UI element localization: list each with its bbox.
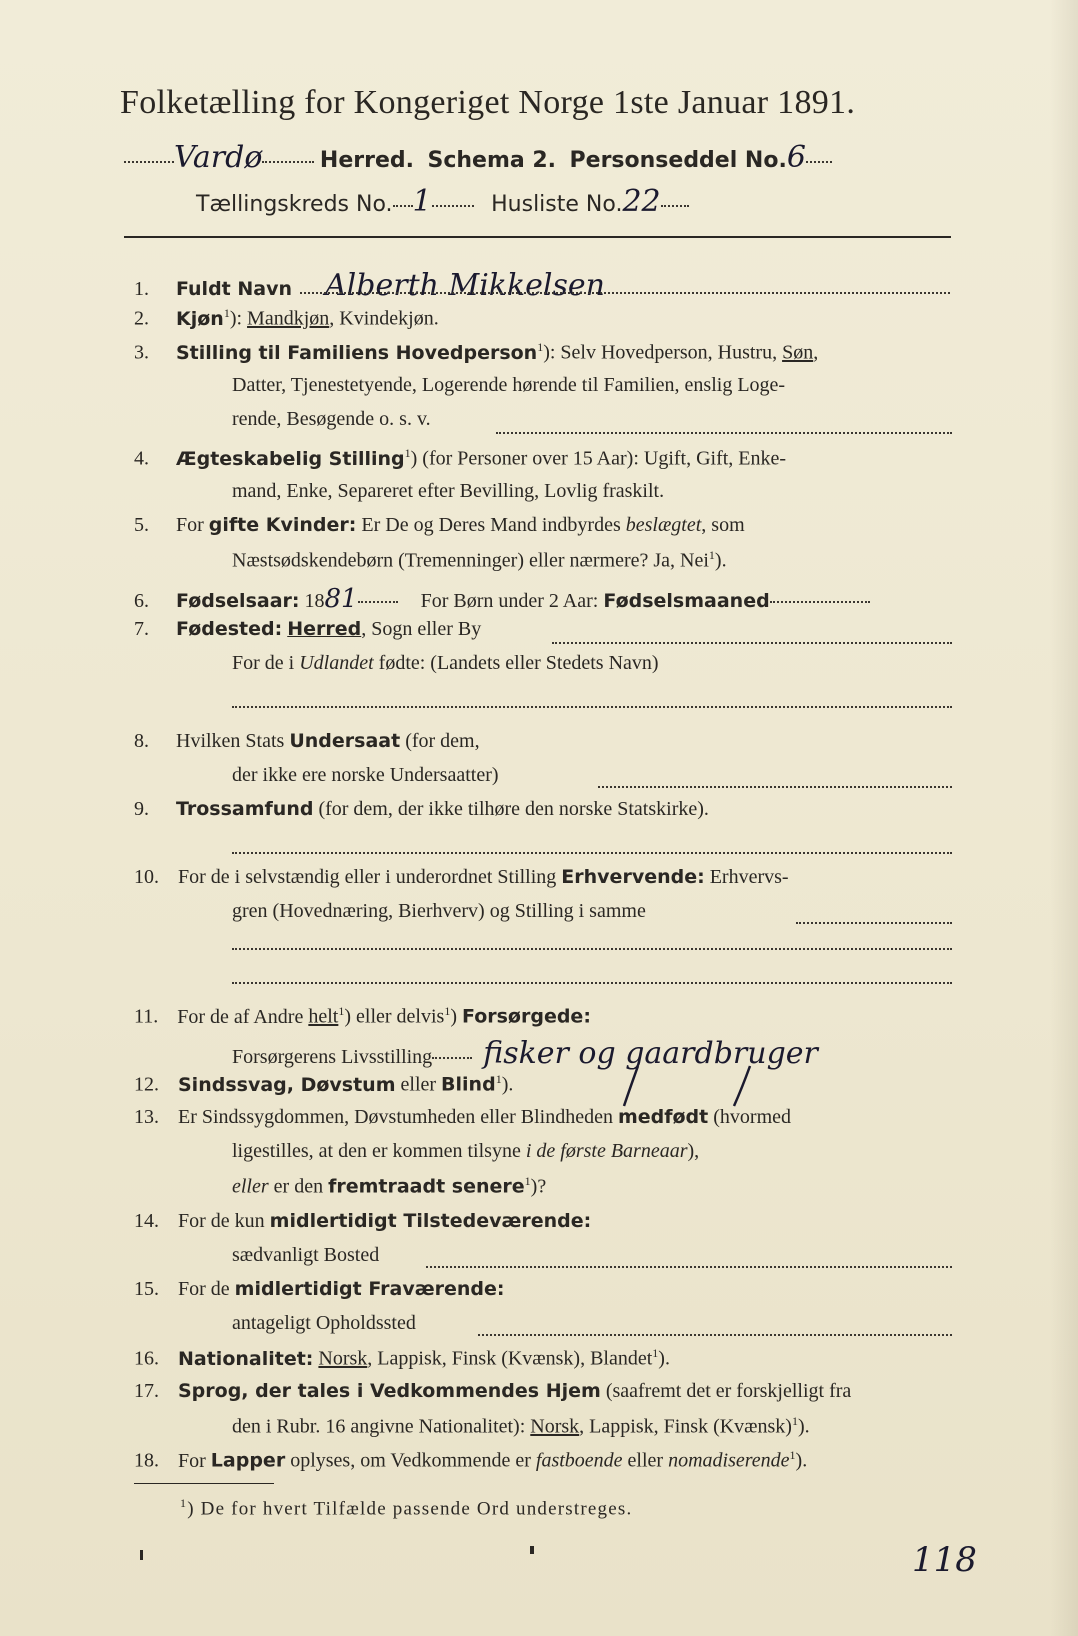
q14-label: midlertidigt Tilstedeværende: bbox=[269, 1210, 592, 1232]
q10-row bbox=[134, 866, 789, 889]
q9-label: Trossamfund bbox=[176, 798, 314, 820]
q12-end: ). bbox=[501, 1073, 514, 1096]
q5-row bbox=[134, 514, 745, 537]
q9-text: (for dem, der ikke tilhøre den norske Statskirke). bbox=[318, 798, 709, 820]
q13-line2-a: ligestilles, at den er kommen tilsyne bbox=[232, 1140, 521, 1162]
q1-num: 1. bbox=[134, 278, 149, 300]
ditto-marks bbox=[600, 1060, 800, 1110]
q18-num: 18. bbox=[134, 1449, 159, 1472]
q5-line2: Næstsødskendebørn (Tremenninger) eller nærmere? Ja, Nei bbox=[232, 549, 709, 572]
q11-line1-b: ) eller delvis bbox=[344, 1005, 445, 1028]
q4-row bbox=[134, 446, 786, 471]
q6-label: Fødselsaar: bbox=[176, 590, 300, 612]
kreds-label: Tællingskreds No. bbox=[196, 192, 393, 217]
q17-line2-b: , Lappisk, Finsk (Kvænsk) bbox=[579, 1415, 792, 1438]
q12-label2: Blind bbox=[441, 1073, 496, 1096]
q7-dotline-2 bbox=[232, 706, 952, 708]
q13-barneaar: i de første Barneaar bbox=[525, 1140, 688, 1162]
speck bbox=[530, 1546, 534, 1554]
q15-line2: antageligt Opholdssted bbox=[232, 1312, 416, 1334]
q11-value: fisker og gaardbruger bbox=[483, 1036, 818, 1071]
q7-line2-b: fødte: (Landets eller Stedets Navn) bbox=[378, 652, 659, 674]
q3-option-son: Søn bbox=[782, 341, 814, 364]
q13-line3-b: )? bbox=[530, 1175, 547, 1198]
q4-line2: mand, Enke, Separeret efter Bevilling, Lovlig fraskilt. bbox=[232, 480, 665, 502]
header-rule bbox=[124, 236, 951, 238]
q17-line2-end: ). bbox=[797, 1415, 810, 1438]
q16-text: , Lappisk, Finsk (Kvænsk), Blandet bbox=[367, 1347, 653, 1370]
q18-line1-c: eller bbox=[627, 1449, 664, 1472]
q6-text: For Børn under 2 Aar: bbox=[420, 590, 599, 612]
personseddel-label: Personseddel No. bbox=[569, 148, 787, 173]
q8-num: 8. bbox=[134, 730, 149, 752]
q5-label: gifte Kvinder: bbox=[208, 514, 357, 536]
q10-dotline bbox=[796, 922, 952, 924]
q16-label: Nationalitet: bbox=[178, 1347, 314, 1370]
q11-sup-2: 1 bbox=[444, 1004, 451, 1018]
husliste-label: Husliste No. bbox=[491, 192, 623, 217]
q1-dotline bbox=[300, 292, 950, 294]
q10-label: Erhvervende: bbox=[561, 866, 705, 888]
corner-note: 118 bbox=[912, 1540, 977, 1580]
q11-line1-a: For de af Andre bbox=[177, 1005, 304, 1028]
personseddel-value: 6 bbox=[786, 140, 806, 175]
q18-fastboende: fastboende bbox=[535, 1449, 623, 1472]
q9-num: 9. bbox=[134, 798, 149, 820]
q17-line2-a: den i Rubr. 16 angivne Nationalitet): bbox=[232, 1415, 526, 1438]
q2-label: Kjøn bbox=[176, 307, 224, 330]
q12-sup: 1 bbox=[495, 1072, 502, 1086]
q16-sup: 1 bbox=[652, 1346, 659, 1360]
q1-label: Fuldt Navn bbox=[176, 278, 293, 300]
q13-line1-a: Er Sindssygdommen, Døvstumheden eller Blindheden bbox=[178, 1106, 613, 1128]
q5-beslaegtet: beslægtet bbox=[625, 514, 702, 536]
q3-line2: Datter, Tjenestetyende, Logerende hørende til Familien, enslig Loge- bbox=[232, 374, 786, 396]
footnote-sup: 1 bbox=[180, 1496, 188, 1510]
q15-dotline bbox=[478, 1334, 952, 1336]
speck bbox=[140, 1550, 143, 1560]
q2-row bbox=[134, 306, 439, 331]
herred-label: Herred. bbox=[319, 148, 414, 173]
q6-prefix: 18 bbox=[304, 590, 325, 612]
q11-row bbox=[134, 1004, 591, 1029]
q6-label2: Fødselsmaaned bbox=[603, 590, 770, 612]
q3-sup: 1 bbox=[537, 340, 544, 354]
q9-row bbox=[134, 798, 709, 821]
q17-sup: 1 bbox=[791, 1414, 798, 1428]
q2-num: 2. bbox=[134, 307, 149, 330]
q14-num: 14. bbox=[134, 1210, 159, 1232]
husliste-value: 22 bbox=[622, 184, 661, 219]
q18-nomadiserende: nomadiserende bbox=[668, 1449, 790, 1472]
q5-text-a: For bbox=[176, 514, 204, 536]
q14-row bbox=[134, 1210, 591, 1233]
schema-label: Schema 2. bbox=[427, 148, 557, 173]
q2-text-b: , Kvindekjøn. bbox=[329, 307, 439, 330]
paper-edge-shadow bbox=[1050, 0, 1078, 1636]
q14-line1-a: For de kun bbox=[178, 1210, 265, 1232]
q14-dotline bbox=[426, 1266, 952, 1268]
q13-label2: fremtraadt senere bbox=[328, 1175, 525, 1198]
q8-dotline bbox=[598, 786, 952, 788]
q12-num: 12. bbox=[134, 1073, 159, 1096]
q10-dotline-3 bbox=[232, 982, 952, 984]
q5-line2-end: ). bbox=[714, 549, 727, 572]
q13-line1-b: (hvormed bbox=[713, 1106, 792, 1128]
q13-line3-a: er den bbox=[273, 1175, 324, 1198]
herred-line bbox=[124, 140, 832, 175]
q18-end: ). bbox=[795, 1449, 808, 1472]
q15-num: 15. bbox=[134, 1278, 159, 1300]
q17-line1-b: (saafremt det er forskjelligt fra bbox=[605, 1380, 852, 1402]
q16-end: ). bbox=[658, 1347, 670, 1370]
q10-line2: gren (Hovednæring, Bierhverv) og Stilling i samme bbox=[232, 900, 646, 922]
q16-row bbox=[134, 1346, 670, 1371]
q6-row bbox=[134, 584, 870, 614]
footnote-text: ) De for hvert Tilfælde passende Ord understreges. bbox=[187, 1498, 633, 1520]
q13-row bbox=[134, 1106, 791, 1129]
q11-line1-c: ) bbox=[450, 1005, 457, 1028]
q8-row bbox=[134, 730, 480, 753]
q8-label: Undersaat bbox=[289, 730, 401, 752]
q7-line2-row bbox=[232, 652, 659, 675]
q17-label: Sprog, der tales i Vedkommendes Hjem bbox=[178, 1380, 601, 1402]
q13-eller: eller bbox=[232, 1175, 269, 1198]
q18-row bbox=[134, 1448, 807, 1473]
q11-option-helt: helt bbox=[308, 1005, 339, 1028]
q2-option-mandkjon: Mandkjøn bbox=[247, 307, 330, 330]
q17-line2-row bbox=[232, 1414, 810, 1439]
q4-line1: ) (for Personer over 15 Aar): Ugift, Gift, Enke- bbox=[410, 447, 787, 470]
q9-dotline bbox=[232, 852, 952, 854]
footnote bbox=[180, 1496, 632, 1520]
q15-row bbox=[134, 1278, 504, 1301]
q17-num: 17. bbox=[134, 1380, 159, 1402]
q12-label: Sindssvag, Døvstum bbox=[178, 1073, 396, 1096]
q1-row bbox=[134, 268, 605, 303]
footnote-rule bbox=[134, 1483, 274, 1484]
q11-label: Forsørgede: bbox=[461, 1005, 591, 1028]
q7-label: Fødested: bbox=[176, 618, 283, 640]
q4-num: 4. bbox=[134, 447, 149, 470]
q3-line3: rende, Besøgende o. s. v. bbox=[232, 408, 431, 430]
q7-text: , Sogn eller By bbox=[361, 618, 482, 640]
q5-sup: 1 bbox=[708, 548, 715, 562]
q1-value: Alberth Mikkelsen bbox=[325, 268, 605, 303]
q13-line3-row bbox=[232, 1174, 546, 1199]
q7-num: 7. bbox=[134, 618, 149, 640]
q8-line2: der ikke ere norske Undersaatter) bbox=[232, 764, 499, 786]
q3-label: Stilling til Familiens Hovedperson bbox=[176, 341, 538, 364]
q5-line1: Er De og Deres Mand indbyrdes bbox=[361, 514, 621, 536]
q10-line1-a: For de i selvstændig eller i underordnet Stilling bbox=[178, 866, 557, 888]
q13-label: medfødt bbox=[617, 1106, 709, 1128]
q3-line1-end: , bbox=[813, 341, 819, 364]
q5-num: 5. bbox=[134, 514, 149, 536]
q7-option-herred: Herred bbox=[287, 618, 362, 640]
q13-line2-b: ), bbox=[687, 1140, 700, 1162]
q18-label: Lapper bbox=[210, 1449, 286, 1472]
q15-line1-a: For de bbox=[178, 1278, 230, 1300]
q16-num: 16. bbox=[134, 1347, 159, 1370]
q15-label: midlertidigt Fraværende: bbox=[234, 1278, 505, 1300]
q17-row bbox=[134, 1380, 851, 1403]
q12-row bbox=[134, 1072, 513, 1097]
q10-num: 10. bbox=[134, 866, 159, 888]
q11-sup: 1 bbox=[338, 1004, 345, 1018]
q7-row bbox=[134, 618, 481, 641]
kreds-line bbox=[196, 184, 689, 219]
form-title: Folketælling for Kongeriget Norge 1ste Januar 1891. bbox=[120, 84, 856, 121]
q8-line1-b: (for dem, bbox=[405, 730, 480, 752]
q6-num: 6. bbox=[134, 590, 149, 612]
q13-line2-row bbox=[232, 1140, 699, 1163]
q4-sup: 1 bbox=[404, 446, 411, 460]
q3-dotline bbox=[496, 432, 952, 434]
q13-sup: 1 bbox=[524, 1174, 531, 1188]
q3-num: 3. bbox=[134, 341, 149, 364]
q3-line1: ): Selv Hovedperson, Hustru, bbox=[543, 341, 778, 364]
q7-udlandet: Udlandet bbox=[299, 652, 374, 674]
q7-dotline bbox=[552, 642, 952, 644]
q8-line1-a: Hvilken Stats bbox=[176, 730, 285, 752]
q10-dotline-2 bbox=[232, 948, 952, 950]
q18-sup: 1 bbox=[789, 1448, 796, 1462]
q4-label: Ægteskabelig Stilling bbox=[176, 447, 405, 470]
q2-text-a: ): bbox=[229, 307, 248, 330]
q13-num: 13. bbox=[134, 1106, 159, 1128]
q14-line2: sædvanligt Bosted bbox=[232, 1244, 380, 1266]
q12-text: eller bbox=[400, 1073, 437, 1096]
herred-value: Vardø bbox=[174, 140, 263, 175]
q17-option-norsk: Norsk bbox=[530, 1415, 580, 1438]
q7-line2-a: For de i bbox=[232, 652, 295, 674]
q2-sup: 1 bbox=[223, 306, 230, 320]
q3-row bbox=[134, 340, 818, 365]
q5-line2-row bbox=[232, 548, 727, 573]
q11-num: 11. bbox=[134, 1005, 159, 1028]
q16-option-norsk: Norsk bbox=[318, 1347, 368, 1370]
q18-line1-b: oplyses, om Vedkommende er bbox=[290, 1449, 531, 1472]
q6-value: 81 bbox=[324, 584, 358, 614]
q18-line1-a: For bbox=[178, 1449, 206, 1472]
kreds-value: 1 bbox=[412, 184, 432, 219]
q11-line2: Forsørgerens Livsstilling bbox=[232, 1046, 433, 1068]
q10-line1-b: Erhvervs- bbox=[709, 866, 789, 888]
q5-line1-end: , som bbox=[701, 514, 745, 536]
